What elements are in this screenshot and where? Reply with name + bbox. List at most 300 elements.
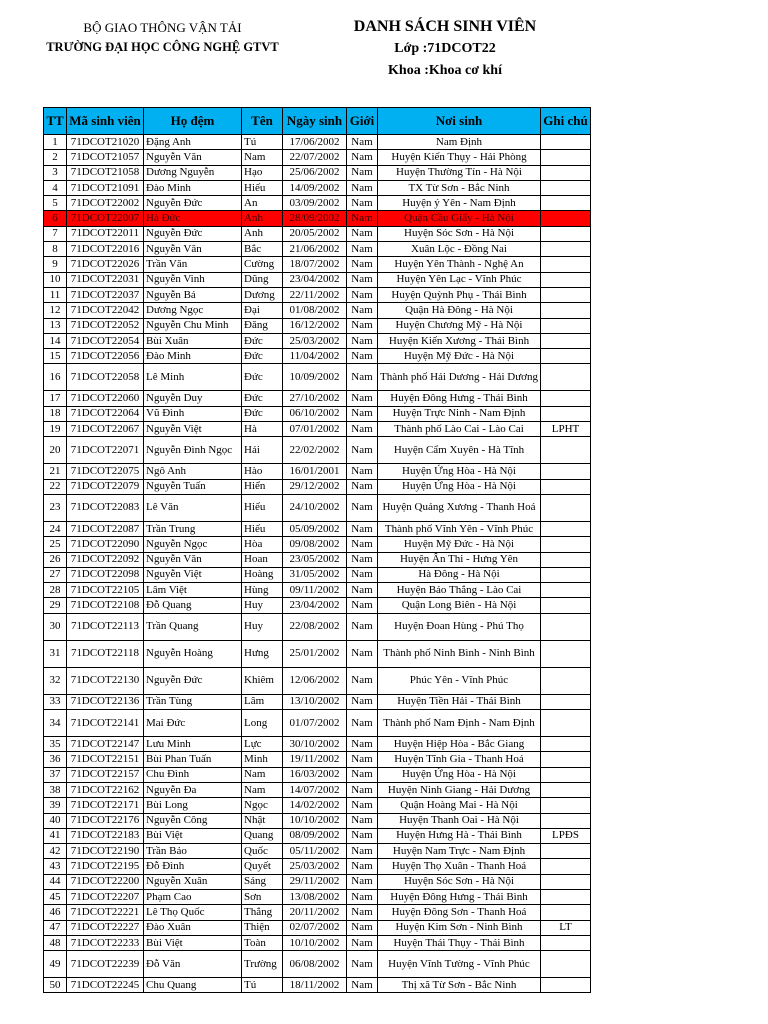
cell-gender[interactable]: Nam [347, 920, 378, 935]
cell-gender[interactable]: Nam [347, 494, 378, 521]
cell-gender[interactable]: Nam [347, 598, 378, 613]
table-row[interactable] [44, 874, 591, 889]
cell-student-id[interactable]: 71DCOT22042 [67, 303, 144, 318]
cell-first-name[interactable]: Hạo [242, 165, 283, 180]
cell-middle-name[interactable]: Lưu Minh [144, 737, 242, 752]
cell-birth-date[interactable]: 25/03/2002 [283, 333, 347, 348]
cell-birthplace[interactable]: Huyện Nam Trực - Nam Định [378, 844, 541, 859]
cell-tt[interactable]: 31 [44, 640, 67, 667]
cell-birth-date[interactable]: 01/07/2002 [283, 710, 347, 737]
cell-tt[interactable]: 30 [44, 613, 67, 640]
cell-birthplace[interactable]: Quận Long Biên - Hà Nội [378, 598, 541, 613]
cell-middle-name[interactable]: Nguyễn Duy [144, 391, 242, 406]
cell-note[interactable] [541, 951, 591, 978]
cell-tt[interactable]: 17 [44, 391, 67, 406]
cell-birthplace[interactable]: Huyện Sóc Sơn - Hà Nội [378, 226, 541, 241]
cell-tt[interactable]: 19 [44, 422, 67, 437]
table-row[interactable] [44, 737, 591, 752]
table-row[interactable] [44, 537, 591, 552]
cell-student-id[interactable]: 71DCOT22108 [67, 598, 144, 613]
cell-birth-date[interactable]: 05/09/2002 [283, 521, 347, 536]
cell-birthplace[interactable]: Huyện Thanh Oai - Hà Nội [378, 813, 541, 828]
cell-first-name[interactable]: Hùng [242, 583, 283, 598]
cell-tt[interactable]: 34 [44, 710, 67, 737]
cell-tt[interactable]: 22 [44, 479, 67, 494]
cell-student-id[interactable]: 71DCOT22092 [67, 552, 144, 567]
cell-birth-date[interactable]: 25/03/2002 [283, 859, 347, 874]
cell-note[interactable] [541, 333, 591, 348]
cell-note[interactable] [541, 180, 591, 195]
cell-birth-date[interactable]: 08/09/2002 [283, 828, 347, 843]
cell-gender[interactable]: Nam [347, 798, 378, 813]
col-header-first-name[interactable]: Tên [242, 108, 283, 135]
cell-student-id[interactable]: 71DCOT22054 [67, 333, 144, 348]
cell-middle-name[interactable]: Trần Bảo [144, 844, 242, 859]
cell-note[interactable] [541, 767, 591, 782]
cell-gender[interactable]: Nam [347, 844, 378, 859]
cell-birth-date[interactable]: 10/09/2002 [283, 364, 347, 391]
col-header-middle-name[interactable]: Họ đệm [144, 108, 242, 135]
table-row[interactable] [44, 422, 591, 437]
cell-birth-date[interactable]: 09/08/2002 [283, 537, 347, 552]
table-row[interactable] [44, 828, 591, 843]
cell-student-id[interactable]: 71DCOT22098 [67, 567, 144, 582]
cell-first-name[interactable]: Khiêm [242, 667, 283, 694]
cell-tt[interactable]: 12 [44, 303, 67, 318]
cell-birthplace[interactable]: Huyện Cẩm Xuyên - Hà Tĩnh [378, 437, 541, 464]
cell-birthplace[interactable]: Huyện Yên Lạc - Vĩnh Phúc [378, 272, 541, 287]
cell-birthplace[interactable]: Huyện Bảo Thắng - Lào Cai [378, 583, 541, 598]
cell-birthplace[interactable]: Thị xã Từ Sơn - Bắc Ninh [378, 978, 541, 993]
cell-note[interactable] [541, 318, 591, 333]
cell-note[interactable] [541, 391, 591, 406]
cell-birth-date[interactable]: 18/07/2002 [283, 257, 347, 272]
cell-birthplace[interactable]: Quận Cầu Giấy - Hà Nội [378, 211, 541, 226]
cell-birth-date[interactable]: 23/04/2002 [283, 272, 347, 287]
cell-first-name[interactable]: Đức [242, 364, 283, 391]
cell-student-id[interactable]: 71DCOT22058 [67, 364, 144, 391]
cell-student-id[interactable]: 71DCOT22147 [67, 737, 144, 752]
cell-note[interactable] [541, 196, 591, 211]
cell-student-id[interactable]: 71DCOT22016 [67, 242, 144, 257]
cell-gender[interactable]: Nam [347, 710, 378, 737]
cell-birth-date[interactable]: 23/04/2002 [283, 598, 347, 613]
cell-birthplace[interactable]: Huyện Quỳnh Phụ - Thái Bình [378, 287, 541, 302]
cell-birthplace[interactable]: Huyện Ân Thi - Hưng Yên [378, 552, 541, 567]
cell-student-id[interactable]: 71DCOT22011 [67, 226, 144, 241]
table-row[interactable] [44, 391, 591, 406]
cell-middle-name[interactable]: Nguyễn Đình Ngọc [144, 437, 242, 464]
cell-first-name[interactable]: Anh [242, 211, 283, 226]
cell-first-name[interactable]: Cường [242, 257, 283, 272]
cell-middle-name[interactable]: Nguyễn Đức [144, 226, 242, 241]
cell-note[interactable] [541, 537, 591, 552]
cell-birthplace[interactable]: Huyện Đông Hưng - Thái Bình [378, 889, 541, 904]
cell-birth-date[interactable]: 06/10/2002 [283, 406, 347, 421]
table-row[interactable] [44, 978, 591, 993]
cell-middle-name[interactable]: Trần Quang [144, 613, 242, 640]
table-row[interactable] [44, 782, 591, 797]
cell-first-name[interactable]: Hưng [242, 640, 283, 667]
table-row[interactable] [44, 272, 591, 287]
cell-student-id[interactable]: 71DCOT22136 [67, 694, 144, 709]
cell-student-id[interactable]: 71DCOT22052 [67, 318, 144, 333]
table-row[interactable] [44, 150, 591, 165]
cell-note[interactable] [541, 479, 591, 494]
cell-tt[interactable]: 45 [44, 889, 67, 904]
col-header-note[interactable]: Ghi chú [541, 108, 591, 135]
cell-note[interactable] [541, 613, 591, 640]
cell-birth-date[interactable]: 07/01/2002 [283, 422, 347, 437]
cell-tt[interactable]: 29 [44, 598, 67, 613]
cell-middle-name[interactable]: Ngô Anh [144, 464, 242, 479]
cell-student-id[interactable]: 71DCOT21058 [67, 165, 144, 180]
table-row[interactable] [44, 318, 591, 333]
cell-birthplace[interactable]: Huyện Yên Thành - Nghệ An [378, 257, 541, 272]
cell-middle-name[interactable]: Đỗ Đình [144, 859, 242, 874]
cell-gender[interactable]: Nam [347, 613, 378, 640]
cell-first-name[interactable]: Huy [242, 613, 283, 640]
cell-gender[interactable]: Nam [347, 874, 378, 889]
cell-middle-name[interactable]: Nguyễn Tuấn [144, 479, 242, 494]
table-row[interactable] [44, 767, 591, 782]
cell-gender[interactable]: Nam [347, 391, 378, 406]
cell-student-id[interactable]: 71DCOT21020 [67, 135, 144, 150]
cell-birth-date[interactable]: 22/08/2002 [283, 613, 347, 640]
cell-middle-name[interactable]: Bùi Xuân [144, 333, 242, 348]
cell-first-name[interactable]: Anh [242, 226, 283, 241]
cell-note[interactable] [541, 494, 591, 521]
cell-first-name[interactable]: Nhật [242, 813, 283, 828]
table-row[interactable] [44, 257, 591, 272]
cell-gender[interactable]: Nam [347, 422, 378, 437]
cell-gender[interactable]: Nam [347, 667, 378, 694]
cell-student-id[interactable]: 71DCOT22245 [67, 978, 144, 993]
cell-tt[interactable]: 39 [44, 798, 67, 813]
cell-birth-date[interactable]: 16/03/2002 [283, 767, 347, 782]
cell-note[interactable] [541, 710, 591, 737]
cell-first-name[interactable]: Hiếu [242, 494, 283, 521]
cell-birthplace[interactable]: Huyện Đông Sơn - Thanh Hoá [378, 905, 541, 920]
cell-student-id[interactable]: 71DCOT22141 [67, 710, 144, 737]
cell-first-name[interactable]: Đức [242, 333, 283, 348]
cell-first-name[interactable]: Thắng [242, 905, 283, 920]
cell-first-name[interactable]: Đại [242, 303, 283, 318]
cell-first-name[interactable]: Quang [242, 828, 283, 843]
table-row[interactable] [44, 567, 591, 582]
cell-student-id[interactable]: 71DCOT22031 [67, 272, 144, 287]
cell-first-name[interactable]: Nam [242, 782, 283, 797]
cell-student-id[interactable]: 71DCOT22026 [67, 257, 144, 272]
cell-note[interactable] [541, 364, 591, 391]
cell-birth-date[interactable]: 06/08/2002 [283, 951, 347, 978]
cell-birth-date[interactable]: 25/06/2002 [283, 165, 347, 180]
cell-tt[interactable]: 24 [44, 521, 67, 536]
cell-first-name[interactable]: Đức [242, 406, 283, 421]
cell-birthplace[interactable]: Huyện Sóc Sơn - Hà Nội [378, 874, 541, 889]
cell-tt[interactable]: 11 [44, 287, 67, 302]
cell-middle-name[interactable]: Mai Đức [144, 710, 242, 737]
cell-gender[interactable]: Nam [347, 333, 378, 348]
cell-first-name[interactable]: Đức [242, 391, 283, 406]
cell-student-id[interactable]: 71DCOT22118 [67, 640, 144, 667]
cell-gender[interactable]: Nam [347, 640, 378, 667]
cell-tt[interactable]: 49 [44, 951, 67, 978]
table-row[interactable] [44, 552, 591, 567]
cell-gender[interactable]: Nam [347, 828, 378, 843]
cell-middle-name[interactable]: Đỗ Quang [144, 598, 242, 613]
cell-middle-name[interactable]: Nguyễn Hoàng [144, 640, 242, 667]
cell-gender[interactable]: Nam [347, 406, 378, 421]
cell-middle-name[interactable]: Lê Minh [144, 364, 242, 391]
cell-first-name[interactable]: Bắc [242, 242, 283, 257]
cell-middle-name[interactable]: Nguyễn Đa [144, 782, 242, 797]
cell-gender[interactable]: Nam [347, 905, 378, 920]
cell-gender[interactable]: Nam [347, 479, 378, 494]
table-row[interactable] [44, 752, 591, 767]
cell-tt[interactable]: 15 [44, 349, 67, 364]
cell-gender[interactable]: Nam [347, 211, 378, 226]
cell-birthplace[interactable]: Huyện Quảng Xương - Thanh Hoá [378, 494, 541, 521]
cell-birth-date[interactable]: 17/06/2002 [283, 135, 347, 150]
cell-first-name[interactable]: Ngọc [242, 798, 283, 813]
cell-birthplace[interactable]: Huyện Hiệp Hòa - Bắc Giang [378, 737, 541, 752]
cell-birthplace[interactable]: Huyện Tĩnh Gia - Thanh Hoá [378, 752, 541, 767]
cell-student-id[interactable]: 71DCOT22171 [67, 798, 144, 813]
cell-student-id[interactable]: 71DCOT22105 [67, 583, 144, 598]
cell-first-name[interactable]: An [242, 196, 283, 211]
cell-first-name[interactable]: Hiển [242, 479, 283, 494]
cell-student-id[interactable]: 71DCOT21057 [67, 150, 144, 165]
table-row[interactable] [44, 583, 591, 598]
cell-middle-name[interactable]: Nguyễn Văn [144, 242, 242, 257]
cell-note[interactable]: LPHT [541, 422, 591, 437]
cell-birth-date[interactable]: 12/06/2002 [283, 667, 347, 694]
table-row[interactable] [44, 287, 591, 302]
cell-note[interactable] [541, 889, 591, 904]
cell-birthplace[interactable]: TX Từ Sơn - Bắc Ninh [378, 180, 541, 195]
cell-gender[interactable]: Nam [347, 364, 378, 391]
cell-note[interactable] [541, 752, 591, 767]
cell-tt[interactable]: 32 [44, 667, 67, 694]
cell-birth-date[interactable]: 29/11/2002 [283, 874, 347, 889]
cell-note[interactable] [541, 552, 591, 567]
table-row[interactable] [44, 667, 591, 694]
table-row[interactable] [44, 135, 591, 150]
cell-gender[interactable]: Nam [347, 464, 378, 479]
cell-middle-name[interactable]: Phạm Cao [144, 889, 242, 904]
cell-tt[interactable]: 3 [44, 165, 67, 180]
cell-student-id[interactable]: 71DCOT22087 [67, 521, 144, 536]
cell-student-id[interactable]: 71DCOT22113 [67, 613, 144, 640]
cell-birthplace[interactable]: Huyện Đoan Hùng - Phú Thọ [378, 613, 541, 640]
cell-first-name[interactable]: Hào [242, 464, 283, 479]
cell-birth-date[interactable]: 28/09/2002 [283, 211, 347, 226]
cell-note[interactable] [541, 737, 591, 752]
cell-note[interactable] [541, 905, 591, 920]
cell-tt[interactable]: 36 [44, 752, 67, 767]
cell-tt[interactable]: 48 [44, 935, 67, 950]
cell-birth-date[interactable]: 20/05/2002 [283, 226, 347, 241]
cell-tt[interactable]: 46 [44, 905, 67, 920]
cell-birthplace[interactable]: Huyện Kim Sơn - Ninh Bình [378, 920, 541, 935]
cell-note[interactable] [541, 303, 591, 318]
cell-middle-name[interactable]: Nguyễn Đức [144, 196, 242, 211]
cell-student-id[interactable]: 71DCOT22075 [67, 464, 144, 479]
cell-middle-name[interactable]: Lâm Việt [144, 583, 242, 598]
cell-tt[interactable]: 47 [44, 920, 67, 935]
table-row[interactable] [44, 211, 591, 226]
cell-tt[interactable]: 5 [44, 196, 67, 211]
cell-first-name[interactable]: Lực [242, 737, 283, 752]
cell-student-id[interactable]: 71DCOT22007 [67, 211, 144, 226]
cell-gender[interactable]: Nam [347, 813, 378, 828]
cell-tt[interactable]: 35 [44, 737, 67, 752]
cell-first-name[interactable]: Hoan [242, 552, 283, 567]
cell-note[interactable] [541, 583, 591, 598]
cell-middle-name[interactable]: Nguyễn Bá [144, 287, 242, 302]
col-header-student-id[interactable]: Mã sinh viên [67, 108, 144, 135]
cell-student-id[interactable]: 71DCOT22067 [67, 422, 144, 437]
cell-birthplace[interactable]: Thành phố Nam Định - Nam Định [378, 710, 541, 737]
cell-birth-date[interactable]: 18/11/2002 [283, 978, 347, 993]
cell-note[interactable] [541, 874, 591, 889]
cell-student-id[interactable]: 71DCOT22151 [67, 752, 144, 767]
cell-tt[interactable]: 41 [44, 828, 67, 843]
cell-note[interactable] [541, 694, 591, 709]
table-row[interactable] [44, 813, 591, 828]
cell-first-name[interactable]: Đăng [242, 318, 283, 333]
cell-note[interactable] [541, 464, 591, 479]
cell-middle-name[interactable]: Bùi Việt [144, 828, 242, 843]
cell-gender[interactable]: Nam [347, 859, 378, 874]
cell-middle-name[interactable]: Nguyễn Ngọc [144, 537, 242, 552]
cell-middle-name[interactable]: Chu Đình [144, 767, 242, 782]
cell-gender[interactable]: Nam [347, 537, 378, 552]
cell-tt[interactable]: 40 [44, 813, 67, 828]
table-row[interactable] [44, 226, 591, 241]
table-row[interactable] [44, 920, 591, 935]
cell-tt[interactable]: 16 [44, 364, 67, 391]
cell-gender[interactable]: Nam [347, 737, 378, 752]
cell-tt[interactable]: 20 [44, 437, 67, 464]
cell-tt[interactable]: 9 [44, 257, 67, 272]
cell-note[interactable] [541, 287, 591, 302]
table-row[interactable] [44, 364, 591, 391]
cell-note[interactable]: LPĐS [541, 828, 591, 843]
cell-middle-name[interactable]: Nguyễn Xuân [144, 874, 242, 889]
cell-birth-date[interactable]: 09/11/2002 [283, 583, 347, 598]
table-row[interactable] [44, 180, 591, 195]
table-row[interactable] [44, 905, 591, 920]
cell-tt[interactable]: 10 [44, 272, 67, 287]
cell-tt[interactable]: 23 [44, 494, 67, 521]
cell-gender[interactable]: Nam [347, 752, 378, 767]
cell-tt[interactable]: 28 [44, 583, 67, 598]
table-row[interactable] [44, 951, 591, 978]
table-row[interactable] [44, 521, 591, 536]
cell-gender[interactable]: Nam [347, 226, 378, 241]
cell-tt[interactable]: 33 [44, 694, 67, 709]
cell-birthplace[interactable]: Huyện Vĩnh Tường - Vĩnh Phúc [378, 951, 541, 978]
table-row[interactable] [44, 479, 591, 494]
cell-birthplace[interactable]: Huyện Đông Hưng - Thái Bình [378, 391, 541, 406]
table-row[interactable] [44, 798, 591, 813]
cell-gender[interactable]: Nam [347, 165, 378, 180]
cell-middle-name[interactable]: Dương Ngọc [144, 303, 242, 318]
cell-student-id[interactable]: 71DCOT22239 [67, 951, 144, 978]
cell-tt[interactable]: 13 [44, 318, 67, 333]
cell-birthplace[interactable]: Huyện Kiến Xương - Thái Bình [378, 333, 541, 348]
cell-gender[interactable]: Nam [347, 978, 378, 993]
cell-first-name[interactable]: Sơn [242, 889, 283, 904]
cell-gender[interactable]: Nam [347, 318, 378, 333]
cell-gender[interactable]: Nam [347, 767, 378, 782]
cell-middle-name[interactable]: Đào Minh [144, 180, 242, 195]
cell-note[interactable] [541, 406, 591, 421]
cell-first-name[interactable]: Quốc [242, 844, 283, 859]
table-row[interactable] [44, 694, 591, 709]
cell-tt[interactable]: 27 [44, 567, 67, 582]
cell-note[interactable] [541, 257, 591, 272]
cell-birth-date[interactable]: 14/09/2002 [283, 180, 347, 195]
cell-middle-name[interactable]: Nguyễn Công [144, 813, 242, 828]
cell-middle-name[interactable]: Chu Quang [144, 978, 242, 993]
cell-birthplace[interactable]: Quận Hoàng Mai - Hà Nội [378, 798, 541, 813]
cell-birth-date[interactable]: 13/10/2002 [283, 694, 347, 709]
cell-middle-name[interactable]: Bùi Việt [144, 935, 242, 950]
cell-student-id[interactable]: 71DCOT21091 [67, 180, 144, 195]
cell-birth-date[interactable]: 01/08/2002 [283, 303, 347, 318]
cell-birth-date[interactable]: 11/04/2002 [283, 349, 347, 364]
cell-first-name[interactable]: Trường [242, 951, 283, 978]
cell-tt[interactable]: 6 [44, 211, 67, 226]
cell-tt[interactable]: 44 [44, 874, 67, 889]
cell-student-id[interactable]: 71DCOT22079 [67, 479, 144, 494]
cell-gender[interactable]: Nam [347, 552, 378, 567]
cell-tt[interactable]: 2 [44, 150, 67, 165]
cell-middle-name[interactable]: Đỗ Văn [144, 951, 242, 978]
cell-note[interactable] [541, 859, 591, 874]
cell-note[interactable] [541, 272, 591, 287]
table-row[interactable] [44, 333, 591, 348]
cell-middle-name[interactable]: Đào Xuân [144, 920, 242, 935]
cell-birthplace[interactable]: Huyện Chương Mỹ - Hà Nội [378, 318, 541, 333]
cell-gender[interactable]: Nam [347, 951, 378, 978]
cell-note[interactable] [541, 521, 591, 536]
cell-middle-name[interactable]: Lê Thọ Quốc [144, 905, 242, 920]
cell-birthplace[interactable]: Huyện Ninh Giang - Hải Dương [378, 782, 541, 797]
cell-birth-date[interactable]: 30/10/2002 [283, 737, 347, 752]
table-row[interactable] [44, 640, 591, 667]
cell-note[interactable]: LT [541, 920, 591, 935]
cell-student-id[interactable]: 71DCOT22157 [67, 767, 144, 782]
cell-middle-name[interactable]: Trần Tùng [144, 694, 242, 709]
table-row[interactable] [44, 613, 591, 640]
table-row[interactable] [44, 710, 591, 737]
cell-middle-name[interactable]: Vũ Đình [144, 406, 242, 421]
cell-birthplace[interactable]: Huyện Kiến Thụy - Hải Phòng [378, 150, 541, 165]
cell-middle-name[interactable]: Đặng Anh [144, 135, 242, 150]
cell-first-name[interactable]: Tú [242, 135, 283, 150]
cell-gender[interactable]: Nam [347, 180, 378, 195]
cell-first-name[interactable]: Dương [242, 287, 283, 302]
cell-note[interactable] [541, 978, 591, 993]
cell-tt[interactable]: 42 [44, 844, 67, 859]
cell-first-name[interactable]: Minh [242, 752, 283, 767]
cell-tt[interactable]: 37 [44, 767, 67, 782]
cell-first-name[interactable]: Quyết [242, 859, 283, 874]
